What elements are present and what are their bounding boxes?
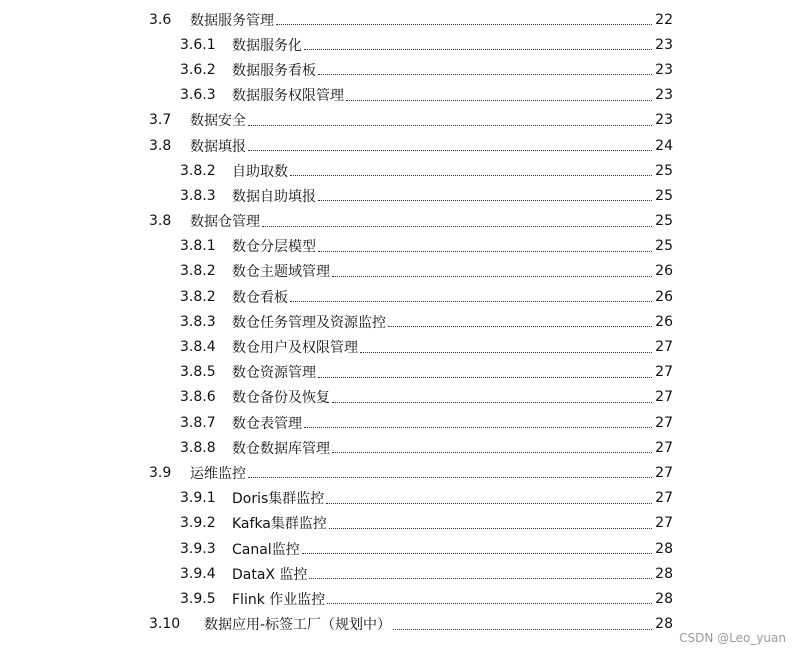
toc-page-number: 25: [655, 187, 673, 204]
toc-entry[interactable]: [0, 133, 794, 158]
toc-number: 3.8.5: [180, 364, 216, 381]
toc-entry-body: [232, 360, 673, 385]
toc-page-number: 25: [655, 238, 673, 255]
toc-page-number: 27: [655, 464, 673, 481]
toc-page-number: 27: [655, 339, 673, 356]
toc-page-number: 25: [655, 213, 673, 230]
toc-entry-body: [190, 108, 673, 133]
dot-leader: [326, 489, 652, 504]
dot-leader: [318, 186, 652, 201]
toc-entry-body: [232, 561, 673, 586]
toc-entry[interactable]: [0, 360, 794, 385]
toc-entry-body: [232, 586, 673, 611]
toc-entry-body: [204, 612, 673, 637]
toc-number: 3.8.2: [180, 162, 216, 179]
dot-leader: [329, 514, 652, 529]
toc-entry-body: [190, 133, 673, 158]
dot-leader: [318, 237, 652, 252]
toc-entry[interactable]: [0, 83, 794, 108]
toc-page-number: 23: [655, 87, 673, 104]
toc-page-number: 27: [655, 389, 673, 406]
toc-title: Canal监控: [232, 539, 301, 559]
toc-entry-body: [232, 32, 673, 57]
dot-leader: [248, 111, 652, 126]
toc-entry[interactable]: [0, 57, 794, 82]
toc-number: 3.8.2: [180, 288, 216, 305]
toc-entry-body: [232, 435, 673, 460]
toc-title: 数仓表管理: [232, 413, 303, 433]
toc-entry[interactable]: [0, 511, 794, 536]
toc-title: 数仓分层模型: [232, 236, 317, 256]
toc-entry[interactable]: [0, 284, 794, 309]
toc-entry[interactable]: [0, 234, 794, 259]
toc-entry-body: [232, 486, 673, 511]
dot-leader: [248, 463, 652, 478]
toc-entry[interactable]: [0, 309, 794, 334]
toc-title: 运维监控: [190, 463, 247, 483]
toc-number: 3.6.2: [180, 61, 216, 78]
dot-leader: [262, 212, 652, 227]
toc-entry[interactable]: [0, 385, 794, 410]
dot-leader: [332, 388, 652, 403]
toc-page-number: 27: [655, 364, 673, 381]
toc-number: 3.8.3: [180, 187, 216, 204]
toc-entry[interactable]: [0, 410, 794, 435]
toc-entry[interactable]: [0, 536, 794, 561]
toc-title: 数据服务看板: [232, 60, 317, 80]
dot-leader: [346, 86, 652, 101]
toc-entry-body: [190, 460, 673, 485]
toc-title: 数据服务管理: [190, 10, 275, 30]
toc-entry[interactable]: [0, 586, 794, 611]
toc-title: 数据填报: [190, 136, 247, 156]
toc-number: 3.9.3: [180, 540, 216, 557]
toc-title: 数仓用户及权限管理: [232, 337, 359, 357]
toc-page-number: 28: [655, 565, 673, 582]
toc-number: 3.8.3: [180, 313, 216, 330]
toc-number: 3.6: [149, 11, 172, 28]
toc-title: 数仓数据库管理: [232, 438, 331, 458]
dot-leader: [318, 363, 652, 378]
toc-entry[interactable]: [0, 612, 794, 637]
toc-number: 3.8.2: [180, 263, 216, 280]
toc-entry-body: [232, 536, 673, 561]
dot-leader: [360, 338, 652, 353]
dot-leader: [332, 262, 652, 277]
toc-entry-body: [232, 259, 673, 284]
dot-leader: [304, 413, 652, 428]
toc-title: 数据服务权限管理: [232, 85, 345, 105]
dot-leader: [304, 35, 652, 50]
toc-entry[interactable]: [0, 32, 794, 57]
toc-title: DataX 监控: [232, 564, 308, 584]
toc-entry[interactable]: [0, 259, 794, 284]
toc-number: 3.8.1: [180, 238, 216, 255]
toc-title: 数据应用-标签工厂（规划中）: [204, 614, 392, 634]
toc-page-number: 22: [655, 11, 673, 28]
toc-number: 3.6.3: [180, 87, 216, 104]
toc-entry-body: [232, 334, 673, 359]
toc-page-number: 28: [655, 540, 673, 557]
toc-page-number: 23: [655, 112, 673, 129]
toc-page-number: 27: [655, 414, 673, 431]
dot-leader: [290, 287, 652, 302]
toc-entry[interactable]: [0, 486, 794, 511]
toc-entry[interactable]: [0, 183, 794, 208]
toc-page-number: 25: [655, 162, 673, 179]
toc-entry[interactable]: [0, 561, 794, 586]
toc-page-number: 26: [655, 263, 673, 280]
toc-entry-body: [190, 7, 673, 32]
dot-leader: [327, 589, 652, 604]
toc-page-number: 26: [655, 288, 673, 305]
toc-number: 3.8.8: [180, 439, 216, 456]
dot-leader: [302, 539, 652, 554]
toc-number: 3.6.1: [180, 36, 216, 53]
toc-page-number: 28: [655, 590, 673, 607]
dot-leader: [290, 161, 652, 176]
toc-entry-body: [232, 410, 673, 435]
toc-number: 3.8.7: [180, 414, 216, 431]
toc-title: 数仓任务管理及资源监控: [232, 312, 387, 332]
toc-entry[interactable]: [0, 158, 794, 183]
toc-number: 3.9: [149, 464, 172, 481]
toc-number: 3.7: [149, 112, 172, 129]
toc-title: Kafka集群监控: [232, 513, 328, 533]
toc-title: 数仓备份及恢复: [232, 387, 331, 407]
toc-title: 数据仓管理: [190, 211, 261, 231]
toc-entry-body: [190, 209, 673, 234]
toc-entry[interactable]: [0, 7, 794, 32]
toc-entry-body: [232, 385, 673, 410]
toc-page-number: 27: [655, 439, 673, 456]
toc-number: 3.8.4: [180, 339, 216, 356]
dot-leader: [248, 136, 652, 151]
toc-entry-body: [232, 234, 673, 259]
toc-entry[interactable]: [0, 108, 794, 133]
toc-entry-body: [232, 183, 673, 208]
toc-number: 3.8: [149, 137, 172, 154]
toc-title: 数仓主题域管理: [232, 261, 331, 281]
toc-title: 数据自助填报: [232, 186, 317, 206]
toc-entry-body: [232, 57, 673, 82]
toc-number: 3.8.6: [180, 389, 216, 406]
toc-entry-body: [232, 158, 673, 183]
toc-page-number: 28: [655, 616, 673, 633]
table-of-contents: [0, 7, 794, 637]
toc-page-number: 27: [655, 490, 673, 507]
toc-entry-body: [232, 284, 673, 309]
toc-title: 自助取数: [232, 161, 289, 181]
dot-leader: [393, 615, 652, 630]
dot-leader: [276, 10, 652, 25]
toc-entry[interactable]: [0, 334, 794, 359]
watermark: CSDN @Leo_yuan: [679, 631, 786, 645]
toc-number: 3.9.1: [180, 490, 216, 507]
toc-number: 3.9.2: [180, 515, 216, 532]
dot-leader: [388, 312, 652, 327]
toc-title: Flink 作业监控: [232, 589, 326, 609]
toc-entry-body: [232, 309, 673, 334]
toc-title: 数仓资源管理: [232, 362, 317, 382]
dot-leader: [309, 564, 652, 579]
toc-page-number: 23: [655, 36, 673, 53]
dot-leader: [318, 60, 652, 75]
toc-title: Doris集群监控: [232, 488, 325, 508]
toc-number: 3.8: [149, 213, 172, 230]
toc-number: 3.9.4: [180, 565, 216, 582]
toc-entry-body: [232, 511, 673, 536]
dot-leader: [332, 438, 652, 453]
toc-number: 3.9.5: [180, 590, 216, 607]
toc-page-number: 26: [655, 313, 673, 330]
toc-number: 3.10: [149, 616, 181, 633]
toc-page-number: 23: [655, 61, 673, 78]
toc-title: 数据服务化: [232, 35, 303, 55]
toc-page-number: 27: [655, 515, 673, 532]
toc-entry[interactable]: [0, 435, 794, 460]
toc-entry[interactable]: [0, 460, 794, 485]
toc-entry-body: [232, 83, 673, 108]
toc-entry[interactable]: [0, 209, 794, 234]
toc-title: 数据安全: [190, 110, 247, 130]
toc-title: 数仓看板: [232, 287, 289, 307]
toc-page-number: 24: [655, 137, 673, 154]
